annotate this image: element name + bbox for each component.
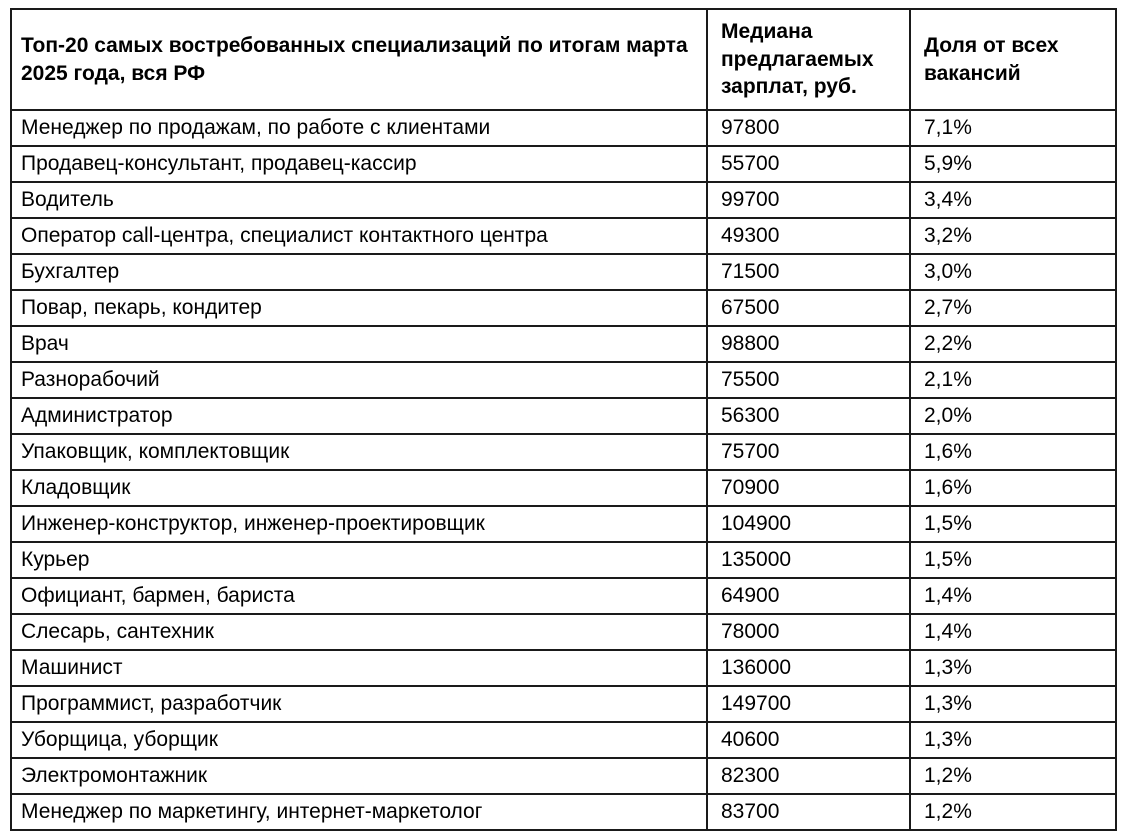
specializations-table [10, 8, 1117, 831]
cell-share: 1,2% [910, 794, 1116, 830]
cell-specialization: Упаковщик, комплектовщик [11, 434, 707, 470]
cell-salary: 136000 [707, 650, 910, 686]
cell-salary: 67500 [707, 290, 910, 326]
cell-salary: 78000 [707, 614, 910, 650]
cell-salary: 99700 [707, 182, 910, 218]
header-row [11, 9, 1116, 110]
table-row [11, 434, 1116, 470]
table-row [11, 362, 1116, 398]
table-row [11, 722, 1116, 758]
table-row [11, 398, 1116, 434]
cell-salary: 97800 [707, 110, 910, 146]
cell-share: 1,4% [910, 614, 1116, 650]
table-row [11, 650, 1116, 686]
cell-share: 3,4% [910, 182, 1116, 218]
cell-salary: 75700 [707, 434, 910, 470]
cell-specialization: Официант, бармен, бариста [11, 578, 707, 614]
table-row [11, 470, 1116, 506]
cell-salary: 82300 [707, 758, 910, 794]
cell-share: 1,2% [910, 758, 1116, 794]
table-row [11, 542, 1116, 578]
header-cell-salary: Медиана предлагаемых зарплат, руб. [707, 9, 910, 110]
cell-specialization: Менеджер по маркетингу, интернет-маркетолог [11, 794, 707, 830]
cell-specialization: Инженер-конструктор, инженер-проектировщик [11, 506, 707, 542]
cell-specialization: Кладовщик [11, 470, 707, 506]
cell-specialization: Уборщица, уборщик [11, 722, 707, 758]
cell-specialization: Слесарь, сантехник [11, 614, 707, 650]
cell-specialization: Курьер [11, 542, 707, 578]
table-row [11, 686, 1116, 722]
page [0, 8, 1127, 829]
cell-share: 1,3% [910, 686, 1116, 722]
table-row [11, 254, 1116, 290]
table-row [11, 578, 1116, 614]
cell-share: 1,6% [910, 470, 1116, 506]
cell-specialization: Программист, разработчик [11, 686, 707, 722]
table-row [11, 794, 1116, 830]
cell-specialization: Водитель [11, 182, 707, 218]
cell-share: 3,2% [910, 218, 1116, 254]
cell-specialization: Врач [11, 326, 707, 362]
table-row [11, 758, 1116, 794]
cell-salary: 98800 [707, 326, 910, 362]
cell-share: 2,2% [910, 326, 1116, 362]
cell-salary: 56300 [707, 398, 910, 434]
table-row [11, 110, 1116, 146]
cell-share: 7,1% [910, 110, 1116, 146]
cell-salary: 135000 [707, 542, 910, 578]
table-row [11, 506, 1116, 542]
cell-share: 1,5% [910, 506, 1116, 542]
table-row [11, 326, 1116, 362]
cell-salary: 55700 [707, 146, 910, 182]
table-row [11, 614, 1116, 650]
cell-share: 3,0% [910, 254, 1116, 290]
table-header [11, 9, 1116, 110]
cell-share: 1,4% [910, 578, 1116, 614]
cell-salary: 104900 [707, 506, 910, 542]
cell-specialization: Повар, пекарь, кондитер [11, 290, 707, 326]
cell-share: 5,9% [910, 146, 1116, 182]
cell-share: 2,7% [910, 290, 1116, 326]
cell-salary: 83700 [707, 794, 910, 830]
table-row [11, 146, 1116, 182]
cell-salary: 49300 [707, 218, 910, 254]
cell-salary: 40600 [707, 722, 910, 758]
header-cell-title: Топ-20 самых востребованных специализаций по итогам марта 2025 года, вся РФ [11, 9, 707, 110]
header-cell-share: Доля от всех вакансий [910, 9, 1116, 110]
cell-share: 2,0% [910, 398, 1116, 434]
cell-specialization: Администратор [11, 398, 707, 434]
table-row [11, 218, 1116, 254]
table-row [11, 290, 1116, 326]
cell-specialization: Оператор call-центра, специалист контактного центра [11, 218, 707, 254]
cell-share: 1,5% [910, 542, 1116, 578]
cell-share: 2,1% [910, 362, 1116, 398]
table-row [11, 182, 1116, 218]
cell-specialization: Машинист [11, 650, 707, 686]
cell-specialization: Разнорабочий [11, 362, 707, 398]
cell-salary: 71500 [707, 254, 910, 290]
table-body [11, 110, 1116, 830]
cell-specialization: Продавец-консультант, продавец-кассир [11, 146, 707, 182]
cell-specialization: Менеджер по продажам, по работе с клиентами [11, 110, 707, 146]
cell-salary: 75500 [707, 362, 910, 398]
cell-salary: 64900 [707, 578, 910, 614]
cell-share: 1,3% [910, 722, 1116, 758]
cell-salary: 70900 [707, 470, 910, 506]
cell-specialization: Электромонтажник [11, 758, 707, 794]
cell-share: 1,6% [910, 434, 1116, 470]
cell-salary: 149700 [707, 686, 910, 722]
cell-specialization: Бухгалтер [11, 254, 707, 290]
cell-share: 1,3% [910, 650, 1116, 686]
